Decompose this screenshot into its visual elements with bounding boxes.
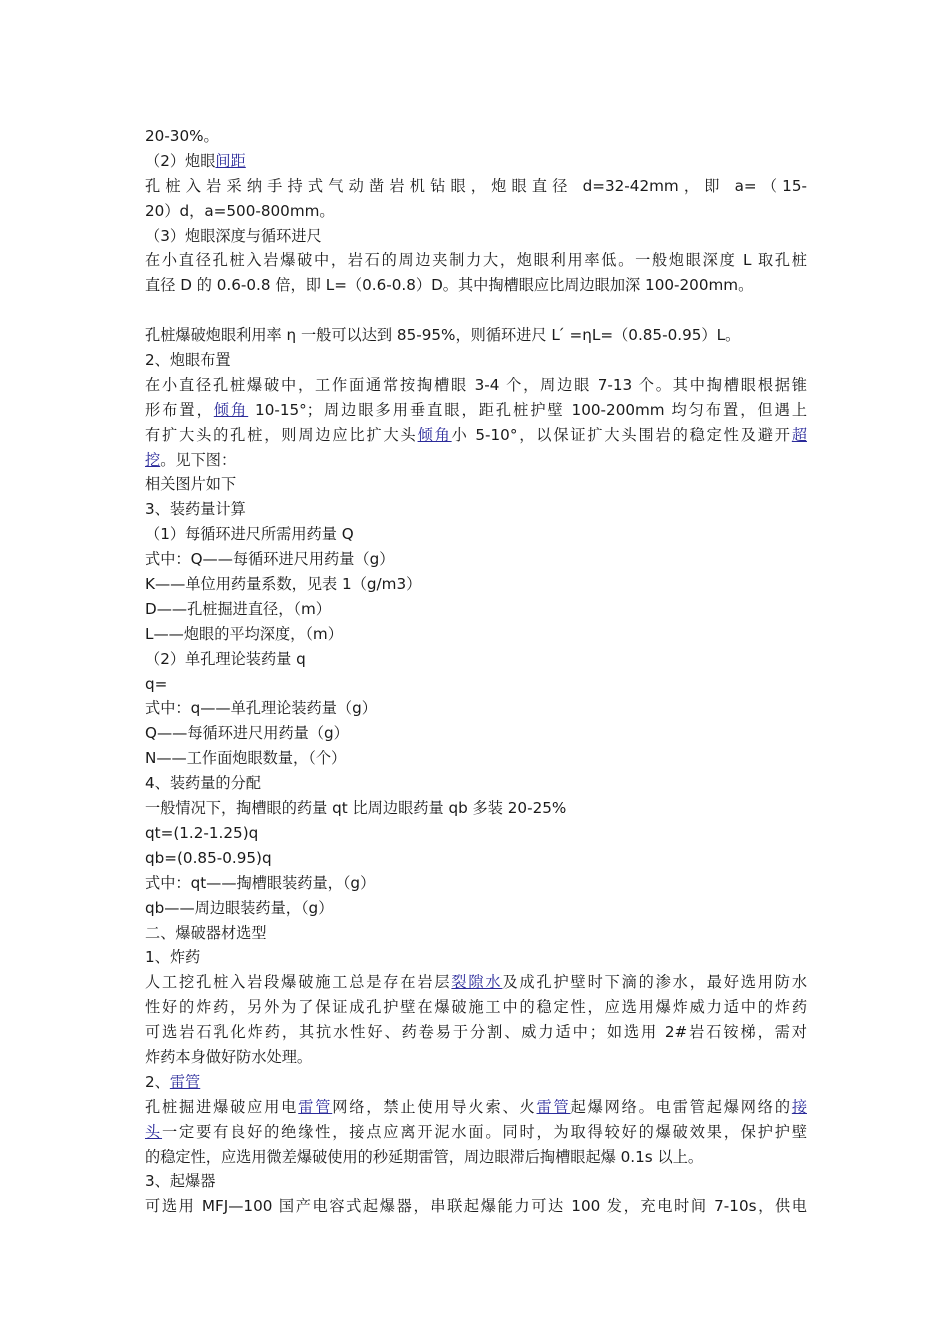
text-line xyxy=(145,1169,807,1194)
text-segment: qb——周边眼装药量，（g） xyxy=(145,898,334,917)
text-line xyxy=(145,124,807,149)
text-segment: 直径 D 的 0.6-0.8 倍，即 L=（0.6-0.8）D。其中掏槽眼应比周边眼加深 100-200mm。 xyxy=(145,276,754,295)
text-segment: 一般情况下，掏槽眼的药量 qt 比周边眼药量 qb 多装 20-25% xyxy=(145,799,567,818)
text-segment: 孔桩爆破炮眼利用率 η 一般可以达到 85-95%，则循环进尺 L ́ =ηL=（0.85-0.95）L。 xyxy=(145,326,741,345)
text-line xyxy=(145,622,807,647)
text-line xyxy=(145,647,807,672)
inline-link[interactable]: 雷管 xyxy=(169,1072,201,1091)
text-line xyxy=(145,348,807,373)
text-segment: 式中：Q——每循环进尺用药量（g） xyxy=(145,550,395,569)
text-segment: 人工挖孔桩入岩段爆破施工总是存在岩层 xyxy=(145,973,452,992)
inline-link[interactable]: 挖 xyxy=(145,450,161,469)
text-segment: 网络，禁止使用导火索、火 xyxy=(332,1097,537,1116)
text-line xyxy=(145,721,807,746)
text-segment: 二、爆破器材选型 xyxy=(145,923,267,942)
inline-link[interactable]: 间距 xyxy=(215,151,246,170)
text-segment: 2、 xyxy=(145,1072,170,1091)
text-segment: 起爆网络。电雷管起爆网络的 xyxy=(570,1097,792,1116)
text-line xyxy=(145,472,807,497)
text-segment: L——炮眼的平均深度，（m） xyxy=(145,624,343,643)
text-line xyxy=(145,871,807,896)
text-segment: 4、装药量的分配 xyxy=(145,774,261,793)
text-line xyxy=(145,1045,807,1070)
text-segment: 式中：qt——掏槽眼装药量，（g） xyxy=(145,873,376,892)
text-segment: Q——每循环进尺用药量（g） xyxy=(145,724,349,743)
text-segment: 孔桩入岩采纳手持式气动凿岩机钻眼，炮眼直径 d=32-42mm，即 a=（15- xyxy=(145,176,807,195)
text-line xyxy=(145,149,807,174)
text-line xyxy=(145,1145,807,1170)
text-segment: qb=(0.85-0.95)q xyxy=(145,848,272,867)
text-line xyxy=(145,696,807,721)
text-line xyxy=(145,572,807,597)
text-line xyxy=(145,199,807,224)
text-line xyxy=(145,1020,807,1045)
inline-link[interactable]: 头 xyxy=(145,1122,163,1141)
text-segment: 在小直径孔桩爆破中，工作面通常按掏槽眼 3-4 个，周边眼 7-13 个。其中掏槽眼根据锥 xyxy=(145,375,807,394)
text-segment: 小 5-10°，以保证扩大头围岩的稳定性及避开 xyxy=(451,425,792,444)
inline-link[interactable]: 裂隙水 xyxy=(451,973,503,992)
inline-link[interactable]: 接 xyxy=(791,1097,807,1116)
text-segment: 的稳定性，应选用微差爆破使用的秒延期雷管，周边眼滞后掏槽眼起爆 0.1s 以上。 xyxy=(145,1147,704,1166)
text-segment: 炸药本身做好防水处理。 xyxy=(145,1047,313,1066)
inline-link[interactable]: 雷管 xyxy=(298,1097,333,1116)
text-segment: qt=(1.2-1.25)q xyxy=(145,823,259,842)
document-body xyxy=(145,124,807,1219)
text-line xyxy=(145,547,807,572)
text-segment: 有扩大头的孔桩，则周边应比扩大头 xyxy=(145,425,418,444)
text-segment: 孔桩掘进爆破应用电 xyxy=(145,1097,299,1116)
text-segment: （2）炮眼 xyxy=(145,151,216,170)
inline-link[interactable]: 倾角 xyxy=(213,400,249,419)
text-line xyxy=(145,273,807,298)
text-segment: 。见下图： xyxy=(160,450,237,469)
text-segment: 可选岩石乳化炸药，其抗水性好、药卷易于分割、威力适中；如选用 2#岩石铵梯，需对 xyxy=(145,1023,807,1042)
text-line xyxy=(145,1095,807,1120)
text-line xyxy=(145,746,807,771)
text-line xyxy=(145,970,807,995)
text-segment: （1）每循环进尺所需用药量 Q xyxy=(145,525,354,544)
text-line xyxy=(145,373,807,398)
text-segment: K——单位用药量系数，见表 1（g/m3） xyxy=(145,575,422,594)
text-segment: 2、炮眼布置 xyxy=(145,351,231,370)
blank-line xyxy=(145,298,807,323)
text-segment: 在小直径孔桩入岩爆破中，岩石的周边夹制力大，炮眼利用率低。一般炮眼深度 L 取孔桩 xyxy=(145,251,807,270)
text-segment: 相关图片如下 xyxy=(145,475,237,494)
text-line xyxy=(145,522,807,547)
text-line xyxy=(145,995,807,1020)
text-line xyxy=(145,771,807,796)
text-line xyxy=(145,1120,807,1145)
text-segment: D——孔桩掘进直径，（m） xyxy=(145,599,331,618)
text-line xyxy=(145,945,807,970)
inline-link[interactable]: 超 xyxy=(791,425,807,444)
inline-link[interactable]: 雷管 xyxy=(536,1097,571,1116)
text-line xyxy=(145,448,807,473)
text-segment: 可选用 MFJ—100 国产电容式起爆器，串联起爆能力可达 100 发，充电时间 7-10s，供电 xyxy=(145,1197,807,1216)
text-segment: N——工作面炮眼数量，（个） xyxy=(145,749,347,768)
text-segment: 一定要有良好的绝缘性，接点应离开泥水面。同时，为取得较好的爆破效果，保护护壁 xyxy=(162,1122,807,1141)
text-line xyxy=(145,1194,807,1219)
text-segment: 式中：q——单孔理论装药量（g） xyxy=(145,699,377,718)
text-segment: 10-15°；周边眼多用垂直眼，距孔桩护壁 100-200mm 均匀布置，但遇上 xyxy=(248,400,807,419)
text-line xyxy=(145,896,807,921)
text-segment: 20）d，a=500-800mm。 xyxy=(145,201,335,220)
text-line xyxy=(145,497,807,522)
text-line xyxy=(145,248,807,273)
text-line xyxy=(145,672,807,697)
text-line xyxy=(145,597,807,622)
text-segment: q= xyxy=(145,674,168,693)
text-line xyxy=(145,423,807,448)
text-segment: 形布置， xyxy=(145,400,214,419)
text-line xyxy=(145,174,807,199)
text-segment: 1、炸药 xyxy=(145,948,201,967)
text-segment: 3、装药量计算 xyxy=(145,500,246,519)
text-line xyxy=(145,1070,807,1095)
text-line xyxy=(145,921,807,946)
text-segment: 性好的炸药，另外为了保证成孔护壁在爆破施工中的稳定性，应选用爆炸威力适中的炸药 xyxy=(145,998,807,1017)
text-segment: 及成孔护壁时下滴的渗水，最好选用防水 xyxy=(502,973,807,992)
text-line xyxy=(145,821,807,846)
text-line xyxy=(145,796,807,821)
text-line xyxy=(145,224,807,249)
text-line xyxy=(145,398,807,423)
text-segment: 3、起爆器 xyxy=(145,1172,216,1191)
text-segment: （3）炮眼深度与循环进尺 xyxy=(145,226,322,245)
text-segment: （2）单孔理论装药量 q xyxy=(145,649,306,668)
text-line xyxy=(145,323,807,348)
text-line xyxy=(145,846,807,871)
inline-link[interactable]: 倾角 xyxy=(417,425,452,444)
text-segment: 20-30%。 xyxy=(145,127,219,145)
